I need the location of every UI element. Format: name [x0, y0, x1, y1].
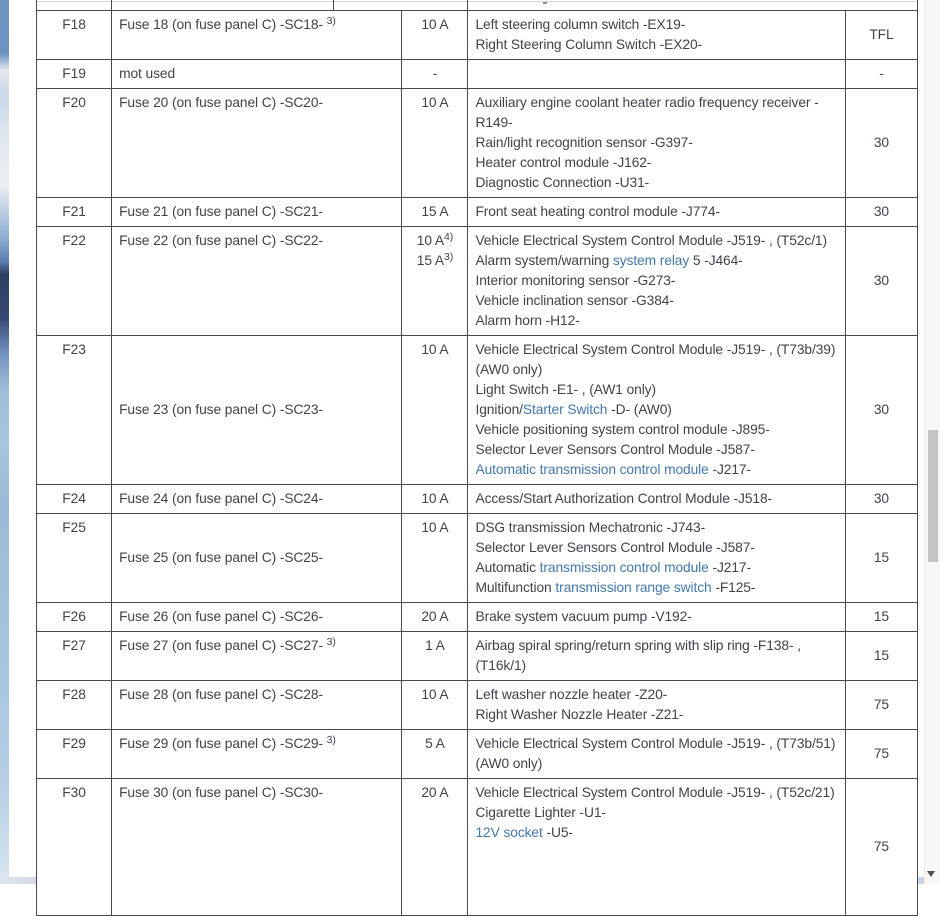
fuse-id-cell: F21	[37, 198, 112, 227]
text-segment: 5 A	[425, 736, 445, 751]
text-segment: Left steering column switch -EX19-	[475, 17, 686, 32]
table-row	[37, 485, 918, 514]
component-link[interactable]: Starter Switch	[522, 402, 608, 417]
fuse-name-cell	[112, 89, 402, 198]
terminal-cell: -	[845, 60, 917, 89]
fuse-name-cell	[112, 779, 402, 916]
terminal-cell: 30	[845, 89, 917, 198]
fuse-name-cell	[112, 485, 402, 514]
text-segment: Airbag spiral spring/return spring with slip ring -F138- , (T16k/1)	[475, 638, 801, 673]
table-row	[37, 730, 918, 779]
cell-border-stub	[333, 0, 334, 10]
text-segment: 10 A	[421, 342, 449, 357]
text-segment: Light Switch -E1- , (AW1 only)	[475, 382, 656, 397]
text-segment: 10 A	[421, 687, 449, 702]
text-segment: Front seat heating control module -J774-	[475, 204, 720, 219]
amp-rating-cell	[402, 198, 468, 227]
consumers-cell	[468, 11, 845, 60]
terminal-cell: 75	[845, 681, 917, 730]
amp-rating-cell	[402, 632, 468, 681]
terminal-cell: 15	[845, 632, 917, 681]
amp-rating-cell	[402, 336, 468, 485]
component-link[interactable]: 12V socket	[475, 825, 543, 840]
background-photo-strip-left	[0, 0, 9, 884]
text-segment: -	[432, 66, 438, 81]
text-segment: -D- (AW0)	[607, 402, 672, 417]
consumer-line	[475, 133, 837, 153]
consumer-line	[475, 440, 837, 460]
consumer-line	[475, 420, 837, 440]
cell-border-stub	[917, 0, 918, 10]
fuse-id-cell: F29	[37, 730, 112, 779]
component-link[interactable]: transmission range switch	[555, 580, 712, 595]
consumers-cell	[468, 198, 845, 227]
text-segment: Vehicle Electrical System Control Module -J519- , (T73b/51) (AW0 only)	[475, 736, 836, 771]
fuse-table	[36, 10, 918, 916]
consumers-cell	[468, 603, 845, 632]
partial-row-top-edge	[36, 1, 917, 2]
terminal-cell: 30	[845, 198, 917, 227]
amp-rating-cell	[402, 60, 468, 89]
footnote-marker: 3)	[326, 636, 336, 648]
consumer-line	[475, 153, 837, 173]
fuse-name-cell	[112, 514, 402, 603]
text-segment: Alarm horn -H12-	[475, 313, 580, 328]
terminal-cell: 30	[845, 227, 917, 336]
consumer-line	[475, 291, 837, 311]
amp-line	[404, 64, 465, 84]
amp-line	[404, 734, 465, 754]
fuse-id-cell: F18	[37, 11, 112, 60]
text-segment: Fuse 23 (on fuse panel C) -SC23-	[119, 402, 323, 417]
text-segment: Multifunction	[475, 580, 556, 595]
text-segment: Fuse 20 (on fuse panel C) -SC20-	[119, 95, 323, 110]
footnote-marker: 3)	[443, 251, 454, 263]
text-segment: 20 A	[421, 785, 449, 800]
text-segment: Fuse 30 (on fuse panel C) -SC30-	[119, 785, 323, 800]
text-segment: Fuse 27 (on fuse panel C) -SC27-	[119, 638, 327, 653]
amp-line	[404, 489, 465, 509]
amp-line	[404, 636, 465, 656]
consumer-line	[475, 173, 837, 193]
consumer-line	[475, 783, 837, 803]
fuse-name-cell	[112, 198, 402, 227]
amp-rating-cell	[402, 485, 468, 514]
text-segment: Heater control module -J162-	[475, 155, 652, 170]
consumers-cell	[468, 485, 845, 514]
fuse-name-cell	[112, 730, 402, 779]
consumers-cell	[468, 336, 845, 485]
consumer-line	[475, 636, 837, 676]
table-row	[37, 603, 918, 632]
footnote-marker: 3)	[326, 15, 336, 27]
amp-rating-cell	[402, 514, 468, 603]
text-segment: mot used	[119, 66, 176, 81]
vertical-scrollbar-thumb[interactable]	[928, 430, 938, 562]
amp-line	[404, 685, 465, 705]
consumer-line	[475, 734, 837, 774]
consumer-line	[475, 460, 837, 480]
footnote-marker: 4)	[443, 231, 454, 243]
terminal-cell: 75	[845, 779, 917, 916]
text-segment: 1 A	[425, 638, 445, 653]
text-segment: Fuse 22 (on fuse panel C) -SC22-	[119, 233, 323, 248]
amp-line	[404, 202, 465, 222]
consumer-line	[475, 231, 837, 251]
fuse-name-cell	[112, 336, 402, 485]
text-segment: 5 -J464-	[689, 253, 743, 268]
amp-rating-cell	[402, 11, 468, 60]
consumer-line	[475, 489, 837, 509]
text-segment: 10 A	[421, 95, 449, 110]
component-link[interactable]: Automatic transmission control module	[475, 462, 709, 477]
fuse-name-cell	[112, 681, 402, 730]
text-segment: 15 A	[421, 204, 449, 219]
terminal-cell: 30	[845, 336, 917, 485]
text-segment: Cigarette Lighter -U1-	[475, 805, 606, 820]
text-segment: Selector Lever Sensors Control Module -J587-	[475, 442, 755, 457]
amp-line	[404, 607, 465, 627]
consumer-line	[475, 538, 837, 558]
consumer-line	[475, 380, 837, 400]
consumer-line	[475, 705, 837, 725]
consumer-line	[475, 15, 837, 35]
text-segment: Automatic	[475, 560, 540, 575]
amp-rating-cell	[402, 681, 468, 730]
consumer-line	[475, 578, 837, 598]
terminal-cell: TFL	[845, 11, 917, 60]
amp-rating-cell	[402, 779, 468, 916]
fuse-id-cell: F26	[37, 603, 112, 632]
cell-border-stub	[36, 0, 37, 10]
terminal-cell: 15	[845, 603, 917, 632]
consumers-cell	[468, 779, 845, 916]
fuse-table-body	[37, 11, 918, 916]
consumer-line	[475, 518, 837, 538]
table-row	[37, 632, 918, 681]
component-link[interactable]: transmission control module	[539, 560, 709, 575]
text-segment: Ignition/	[475, 402, 523, 417]
text-segment: Fuse 26 (on fuse panel C) -SC26-	[119, 609, 323, 624]
cell-border-stub	[467, 0, 468, 10]
text-segment: Fuse 21 (on fuse panel C) -SC21-	[119, 204, 323, 219]
text-segment: Access/Start Authorization Control Module -J518-	[475, 491, 773, 506]
text-segment: 10 A	[416, 233, 444, 248]
text-segment: 10 A	[421, 17, 449, 32]
text-segment: Auxiliary engine coolant heater radio frequency receiver -R149-	[475, 95, 819, 130]
consumer-line	[475, 823, 837, 843]
consumers-cell	[468, 681, 845, 730]
fuse-name-cell	[112, 227, 402, 336]
amp-rating-cell	[402, 730, 468, 779]
amp-line	[404, 783, 465, 803]
text-segment: 15 A	[416, 253, 444, 268]
text-segment: Alarm system/warning	[475, 253, 613, 268]
text-segment: Interior monitoring sensor -G273-	[475, 273, 676, 288]
component-link[interactable]: system relay	[612, 253, 690, 268]
table-row	[37, 227, 918, 336]
text-segment: Left washer nozzle heater -Z20-	[475, 687, 668, 702]
text-segment: Vehicle Electrical System Control Module -J519- , (T73b/39) (AW0 only)	[475, 342, 836, 377]
text-segment: DSG transmission Mechatronic -J743-	[475, 520, 706, 535]
terminal-cell: 75	[845, 730, 917, 779]
text-segment: Selector Lever Sensors Control Module -J587-	[475, 540, 755, 555]
text-segment: -U5-	[542, 825, 573, 840]
consumers-cell	[468, 89, 845, 198]
amp-rating-cell	[402, 227, 468, 336]
clipped-text-remnant	[543, 2, 547, 4]
amp-line	[404, 251, 465, 271]
fuse-id-cell: F28	[37, 681, 112, 730]
text-segment: 10 A	[421, 491, 449, 506]
text-segment: -J217-	[708, 560, 751, 575]
amp-line	[404, 340, 465, 360]
consumers-cell	[468, 514, 845, 603]
consumer-line	[475, 35, 837, 55]
text-segment: Right Steering Column Switch -EX20-	[475, 37, 703, 52]
fuse-id-cell: F22	[37, 227, 112, 336]
amp-line	[404, 231, 465, 251]
fuse-name-cell	[112, 60, 402, 89]
consumer-line	[475, 311, 837, 331]
amp-rating-cell	[402, 89, 468, 198]
text-segment: Fuse 25 (on fuse panel C) -SC25-	[119, 550, 323, 565]
text-segment: Diagnostic Connection -U31-	[475, 175, 650, 190]
terminal-cell: 15	[845, 514, 917, 603]
consumer-line	[475, 93, 837, 133]
fuse-name-cell	[112, 632, 402, 681]
table-row	[37, 514, 918, 603]
table-row	[37, 89, 918, 198]
fuse-name-cell	[112, 11, 402, 60]
text-segment: 10 A	[421, 520, 449, 535]
consumer-line	[475, 607, 837, 627]
table-row	[37, 681, 918, 730]
fuse-id-cell: F24	[37, 485, 112, 514]
fuse-id-cell: F25	[37, 514, 112, 603]
text-segment: Fuse 29 (on fuse panel C) -SC29-	[119, 736, 327, 751]
terminal-cell: 30	[845, 485, 917, 514]
consumer-line	[475, 803, 837, 823]
footnote-marker: 3)	[326, 734, 336, 746]
amp-rating-cell	[402, 603, 468, 632]
fuse-id-cell: F27	[37, 632, 112, 681]
consumer-line	[475, 340, 837, 380]
text-segment: Vehicle positioning system control module -J895-	[475, 422, 770, 437]
text-segment: -J217-	[708, 462, 751, 477]
text-segment: Fuse 18 (on fuse panel C) -SC18-	[119, 17, 327, 32]
cell-border-stub	[111, 0, 112, 10]
table-row	[37, 60, 918, 89]
consumer-line	[475, 400, 837, 420]
text-segment: Fuse 24 (on fuse panel C) -SC24-	[119, 491, 323, 506]
table-row	[37, 11, 918, 60]
vertical-scrollbar-track[interactable]	[924, 0, 940, 884]
amp-line	[404, 93, 465, 113]
consumers-cell	[468, 60, 845, 89]
table-row	[37, 198, 918, 227]
scroll-down-arrow-icon[interactable]	[927, 871, 935, 877]
consumers-cell	[468, 730, 845, 779]
text-segment: -F125-	[711, 580, 756, 595]
text-segment: Rain/light recognition sensor -G397-	[475, 135, 693, 150]
table-row	[37, 336, 918, 485]
text-segment: Vehicle inclination sensor -G384-	[475, 293, 674, 308]
consumers-cell	[468, 227, 845, 336]
text-segment: Fuse 28 (on fuse panel C) -SC28-	[119, 687, 323, 702]
consumer-line	[475, 251, 837, 271]
consumers-cell	[468, 632, 845, 681]
consumer-line	[475, 271, 837, 291]
fuse-id-cell: F23	[37, 336, 112, 485]
consumer-line	[475, 558, 837, 578]
amp-line	[404, 15, 465, 35]
consumer-line	[475, 202, 837, 222]
fuse-id-cell: F30	[37, 779, 112, 916]
table-row	[37, 779, 918, 916]
text-segment: Vehicle Electrical System Control Module -J519- , (T52c/21)	[475, 785, 835, 800]
consumer-line	[475, 685, 837, 705]
fuse-name-cell	[112, 603, 402, 632]
fuse-id-cell: F19	[37, 60, 112, 89]
text-segment: 20 A	[421, 609, 449, 624]
amp-line	[404, 518, 465, 538]
fuse-id-cell: F20	[37, 89, 112, 198]
text-segment: Right Washer Nozzle Heater -Z21-	[475, 707, 684, 722]
text-segment: Vehicle Electrical System Control Module -J519- , (T52c/1)	[475, 233, 827, 248]
text-segment: Brake system vacuum pump -V192-	[475, 609, 692, 624]
